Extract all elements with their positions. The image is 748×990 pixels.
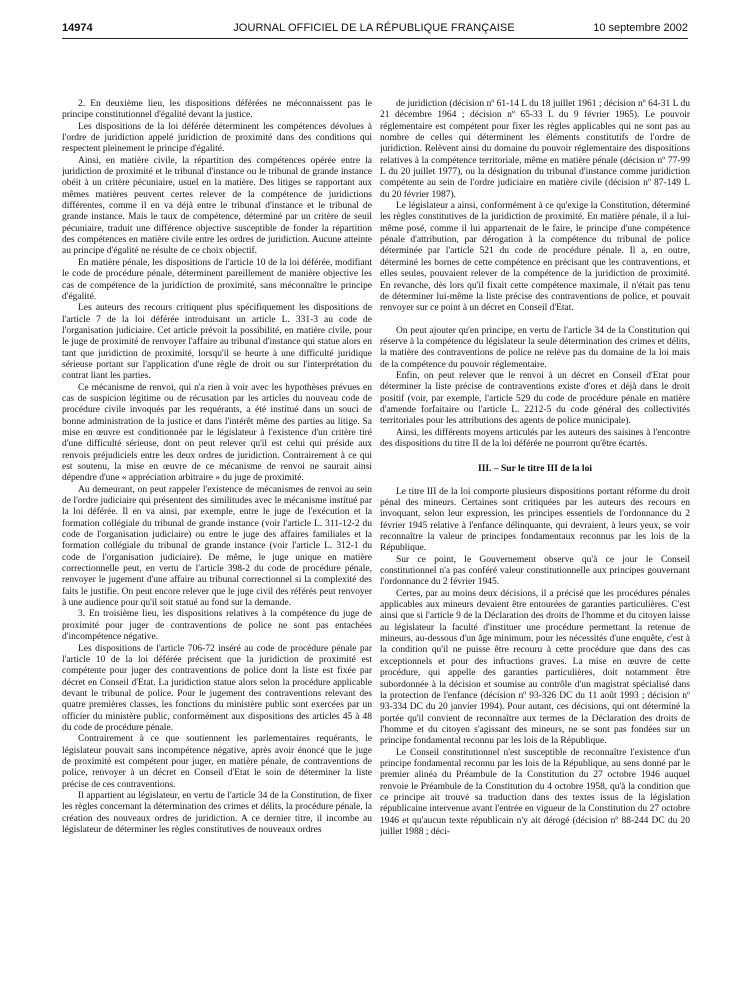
paragraph: Les dispositions de la loi déférée déterminent les compétences dévolues à l'ordre de juridiction appelé juridiction de proximité dans des conditions qui respectent pleinement le principe d'égalité. <box>62 121 372 155</box>
paragraph: Sur ce point, le Gouvernement observe qu'à ce jour le Conseil constitutionnel n'a pas conféré valeur constitutionnelle aux principes gouvernant l'ordonnance du 2 février 1945. <box>380 554 690 588</box>
publication-date: 10 septembre 2002 <box>593 22 688 34</box>
paragraph: Contrairement à ce que soutiennent les parlementaires requérants, le législateur pouvait sans incompétence négative, après avoir énoncé que le juge de proximité est compétent pour juger, en matière pénale, de contraventions de police, renvoyer à un décret en Conseil d'Etat le soin de déterminer la liste précise de ces contraventions. <box>62 734 372 790</box>
paragraph: 2. En deuxième lieu, les dispositions déférées ne méconnaissent pas le principe constitutionnel d'égalité devant la justice. <box>62 99 372 121</box>
journal-title: JOURNAL OFFICIEL DE LA RÉPUBLIQUE FRANÇAISE <box>233 22 515 34</box>
paragraph: 3. En troisième lieu, les dispositions relatives à la compétence du juge de proximité pour juger de contraventions de police ne sont pas entachées d'incompétence négative. <box>62 609 372 643</box>
right-column <box>380 99 690 979</box>
paragraph: Certes, par au moins deux décisions, il a précisé que les procédures pénales applicables aux mineurs devaient être entourées de garanties particulières. C'est ainsi que si l'article 9 de la Déclaration des droits de l'homme et du citoyen laisse au législateur la faculté d'instituer une procédure permettant la retenue de mineurs, au-dessous d'un âge minimum, pour les nécessités d'une enquête, c'est à la condition qu'il ne puisse être recouru à cette procédure que dans des cas exceptionnels et pour des infractions graves. La mise en œuvre de cette procédure, qui appelle des garanties particulières, doit notamment être subordonnée à la décision et soumise au contrôle d'un magistrat spécialisé dans la protection de l'enfance (décision nº 93-326 DC du 11 août 1993 ; décision nº 93-334 DC du 20 janvier 1994). Pour autant, ces décisions, qui ont déterminé la portée qu'il convient de reconnaître aux termes de la Déclaration des droits de l'homme et du citoyen s'agissant des mineurs, ne se sont pas fondées sur un principe fondamental reconnu par les lois de la République. <box>380 588 690 747</box>
paragraph: de juridiction (décision nº 61-14 L du 18 juillet 1961 ; décision nº 64-31 L du 21 décembre 1964 ; décision nº 65-33 L du 9 février 1965). Le pouvoir réglementaire est compétent pour fixer les règles applicables qui ne sont pas au nombre de celles qui déterminent les éléments constitutifs de l'ordre de juridiction. Relèvent ainsi du domaine du pouvoir réglementaire des dispositions relatives à la compétence territoriale, même en matière pénale (décision nº 77-99 L du 20 juillet 1977), ou la désignation du tribunal d'instance comme juridiction compétente au sein de l'ordre judiciaire en matière civile (décision nº 87-149 L du 20 février 1987). <box>380 99 690 200</box>
left-column <box>62 99 372 979</box>
paragraph: Le titre III de la loi comporte plusieurs dispositions portant réforme du droit pénal des mineurs. Certaines sont critiquées par les auteurs des recours en invoquant, selon leur expression, les principes essentiels de l'ordonnance du 2 février 1945 relative à l'enfance délinquante, qui devraient, à leurs yeux, se voir reconnaître la valeur de principes fondamentaux reconnus par les lois de la République. <box>380 486 690 554</box>
paragraph: Ce mécanisme de renvoi, qui n'a rien à voir avec les hypothèses prévues en cas de suspicion légitime ou de récusation par les articles du nouveau code de procédure civile invoqués par les requérants, a été institué dans un souci de bonne administration de la justice et dans l'intérêt même des parties au litige. Sa mise en œuvre est conditionnée par le législateur à l'existence d'un critère tiré d'une difficulté sérieuse, dont on peut relever qu'il est celui qui préside aux renvois préjudiciels entre les deux ordres de juridiction. Contrairement à ce qui est soutenu, la mise en œuvre de ce mécanisme de renvoi ne saurait ainsi dépendre d'une « appréciation arbitraire » du juge de proximité. <box>62 382 372 484</box>
paragraph: Le législateur a ainsi, conformément à ce qu'exige la Constitution, déterminé les règles constitutives de la juridiction de proximité. En matière pénale, il a lui-même posé, comme il lui appartenait de le faire, le principe d'une compétence pénale d'attribution, par dérogation à la compétence du tribunal de police déterminée par l'article 521 du code de procédure pénale. Il a, en outre, déterminé les bornes de cette compétence en précisant que les contraventions, et elles seules, pouvaient relever de la compétence de la juridiction de proximité. En revanche, dès lors qu'il fixait cette compétence maximale, il n'était pas tenu de déterminer lui-même la liste précise des contraventions de police, et pouvait renvoyer sur ce point à un décret en Conseil d'Etat. <box>380 201 690 314</box>
page-number: 14974 <box>62 22 93 34</box>
paragraph: Les dispositions de l'article 706-72 inséré au code de procédure pénale par l'article 10 de la loi déférée précisent que la juridiction de proximité est compétente pour juger des contraventions de police dont la liste est fixée par décret en Conseil d'Etat. La juridiction statue alors selon la procédure applicable devant le tribunal de police. Pour le jugement des contraventions relevant des quatre premières classes, les fonctions du ministère public sont exercées par un officier du ministère public, conformément aux dispositions des articles 45 à 48 du code de procédure pénale. <box>62 643 372 733</box>
paragraph: Les auteurs des recours critiquent plus spécifiquement les dispositions de l'article 7 de la loi déférée introduisant un article L. 331-3 au code de l'organisation judiciaire. Cet article prévoit la possibilité, en matière civile, pour le juge de proximité de renvoyer l'affaire au tribunal d'instance qui statue alors en tant que juridiction de proximité, lorsqu'il se heurte à une difficulté juridique sérieuse portant sur l'application d'une règle de droit ou sur l'interprétation du contrat liant les parties. <box>62 303 372 382</box>
paragraph: Au demeurant, on peut rappeler l'existence de mécanismes de renvoi au sein de l'ordre judiciaire qui présentent des similitudes avec le mécanisme institué par la loi déférée. Il en va ainsi, par exemple, entre le juge de l'exécution et la formation collégiale du tribunal de grande instance (voir l'article L. 311-12-2 du code de l'organisation judiciaire) ou entre le juge des affaires familiales et la formation collégiale du tribunal de grande instance (voir l'article L. 312-1 du code de l'organisation judiciaire). De même, le juge unique en matière correctionnelle peut, en vertu de l'article 398-2 du code de procédure pénale, renvoyer le jugement d'une affaire au tribunal correctionnel si la complexité des faits le justifie. On peut encore relever que le juge civil des référés peut renvoyer à une audience pour qu'il soit statué au fond sur la demande. <box>62 484 372 609</box>
page-header <box>0 0 748 40</box>
paragraph: Ainsi, en matière civile, la répartition des compétences opérée entre la juridiction de proximité et le tribunal d'instance ou le tribunal de grande instance obéit à un critère pécuniaire, usuel en la matière. Des litiges se rapportant aux mêmes matières peuvent certes relever de la compétence de juridictions différentes, comme il en va déjà entre le tribunal d'instance et le tribunal de grande instance. Mais le taux de compétence, déterminé par un critère de seuil pécuniaire, traduit une différence objective susceptible de fonder la répartition des compétences en matière civile entre les ordres de juridiction. Aucune atteinte au principe d'égalité ne résulte de ce choix objectif. <box>62 155 372 257</box>
paragraph: Enfin, on peut relever que le renvoi à un décret en Conseil d'Etat pour déterminer la liste précise de contraventions existe d'ores et déjà dans le droit positif (voir, par exemple, l'article 529 du code de procédure pénale en matière d'amende forfaitaire ou l'article L. 2212-5 du code général des collectivités territoriales pour les attributions des agents de police municipale). <box>380 370 690 427</box>
header-rule <box>62 38 688 39</box>
section-heading: III. – Sur le titre III de la loi <box>478 464 592 475</box>
paragraph: On peut ajouter qu'en principe, en vertu de l'article 34 de la Constitution qui réserve à la compétence du législateur la seule détermination des crimes et délits, la matière des contraventions de police ne relève pas du domaine de la loi mais de la compétence du pouvoir réglementaire. <box>380 325 690 370</box>
paragraph: En matière pénale, les dispositions de l'article 10 de la loi déférée, modifiant le code de procédure pénale, déterminent pareillement de manière objective les cas de compétence de la juridiction de proximité, sans méconnaître le principe d'égalité. <box>62 257 372 302</box>
paragraph: Le Conseil constitutionnel n'est susceptible de reconnaître l'existence d'un principe fondamental reconnu par les lois de la République, au sens donné par le premier alinéa du Préambule de la Constitution du 27 octobre 1946 auquel renvoie le Préambule de la Constitution du 4 octobre 1958, qu'à la condition que ce principe ait trouvé sa traduction dans des textes issus de la législation républicaine intervenue avant l'entrée en vigueur de la Constitution du 27 octobre 1946 et qu'aucun texte républicain n'y ait dérogé (décision nº 88-244 DC du 20 juillet 1988 ; déci- <box>380 747 690 837</box>
paragraph: Ainsi, les différents moyens articulés par les auteurs des saisines à l'encontre des dispositions du titre II de la loi déférée ne pourront qu'être écartés. <box>380 427 690 449</box>
paragraph: Il appartient au législateur, en vertu de l'article 34 de la Constitution, de fixer les règles concernant la détermination des crimes et délits, la procédure pénale, la création des nouveaux ordres de juridiction. A ce dernier titre, il incombe au législateur de déterminer les règles constitutives de nouveaux ordres <box>62 790 372 835</box>
